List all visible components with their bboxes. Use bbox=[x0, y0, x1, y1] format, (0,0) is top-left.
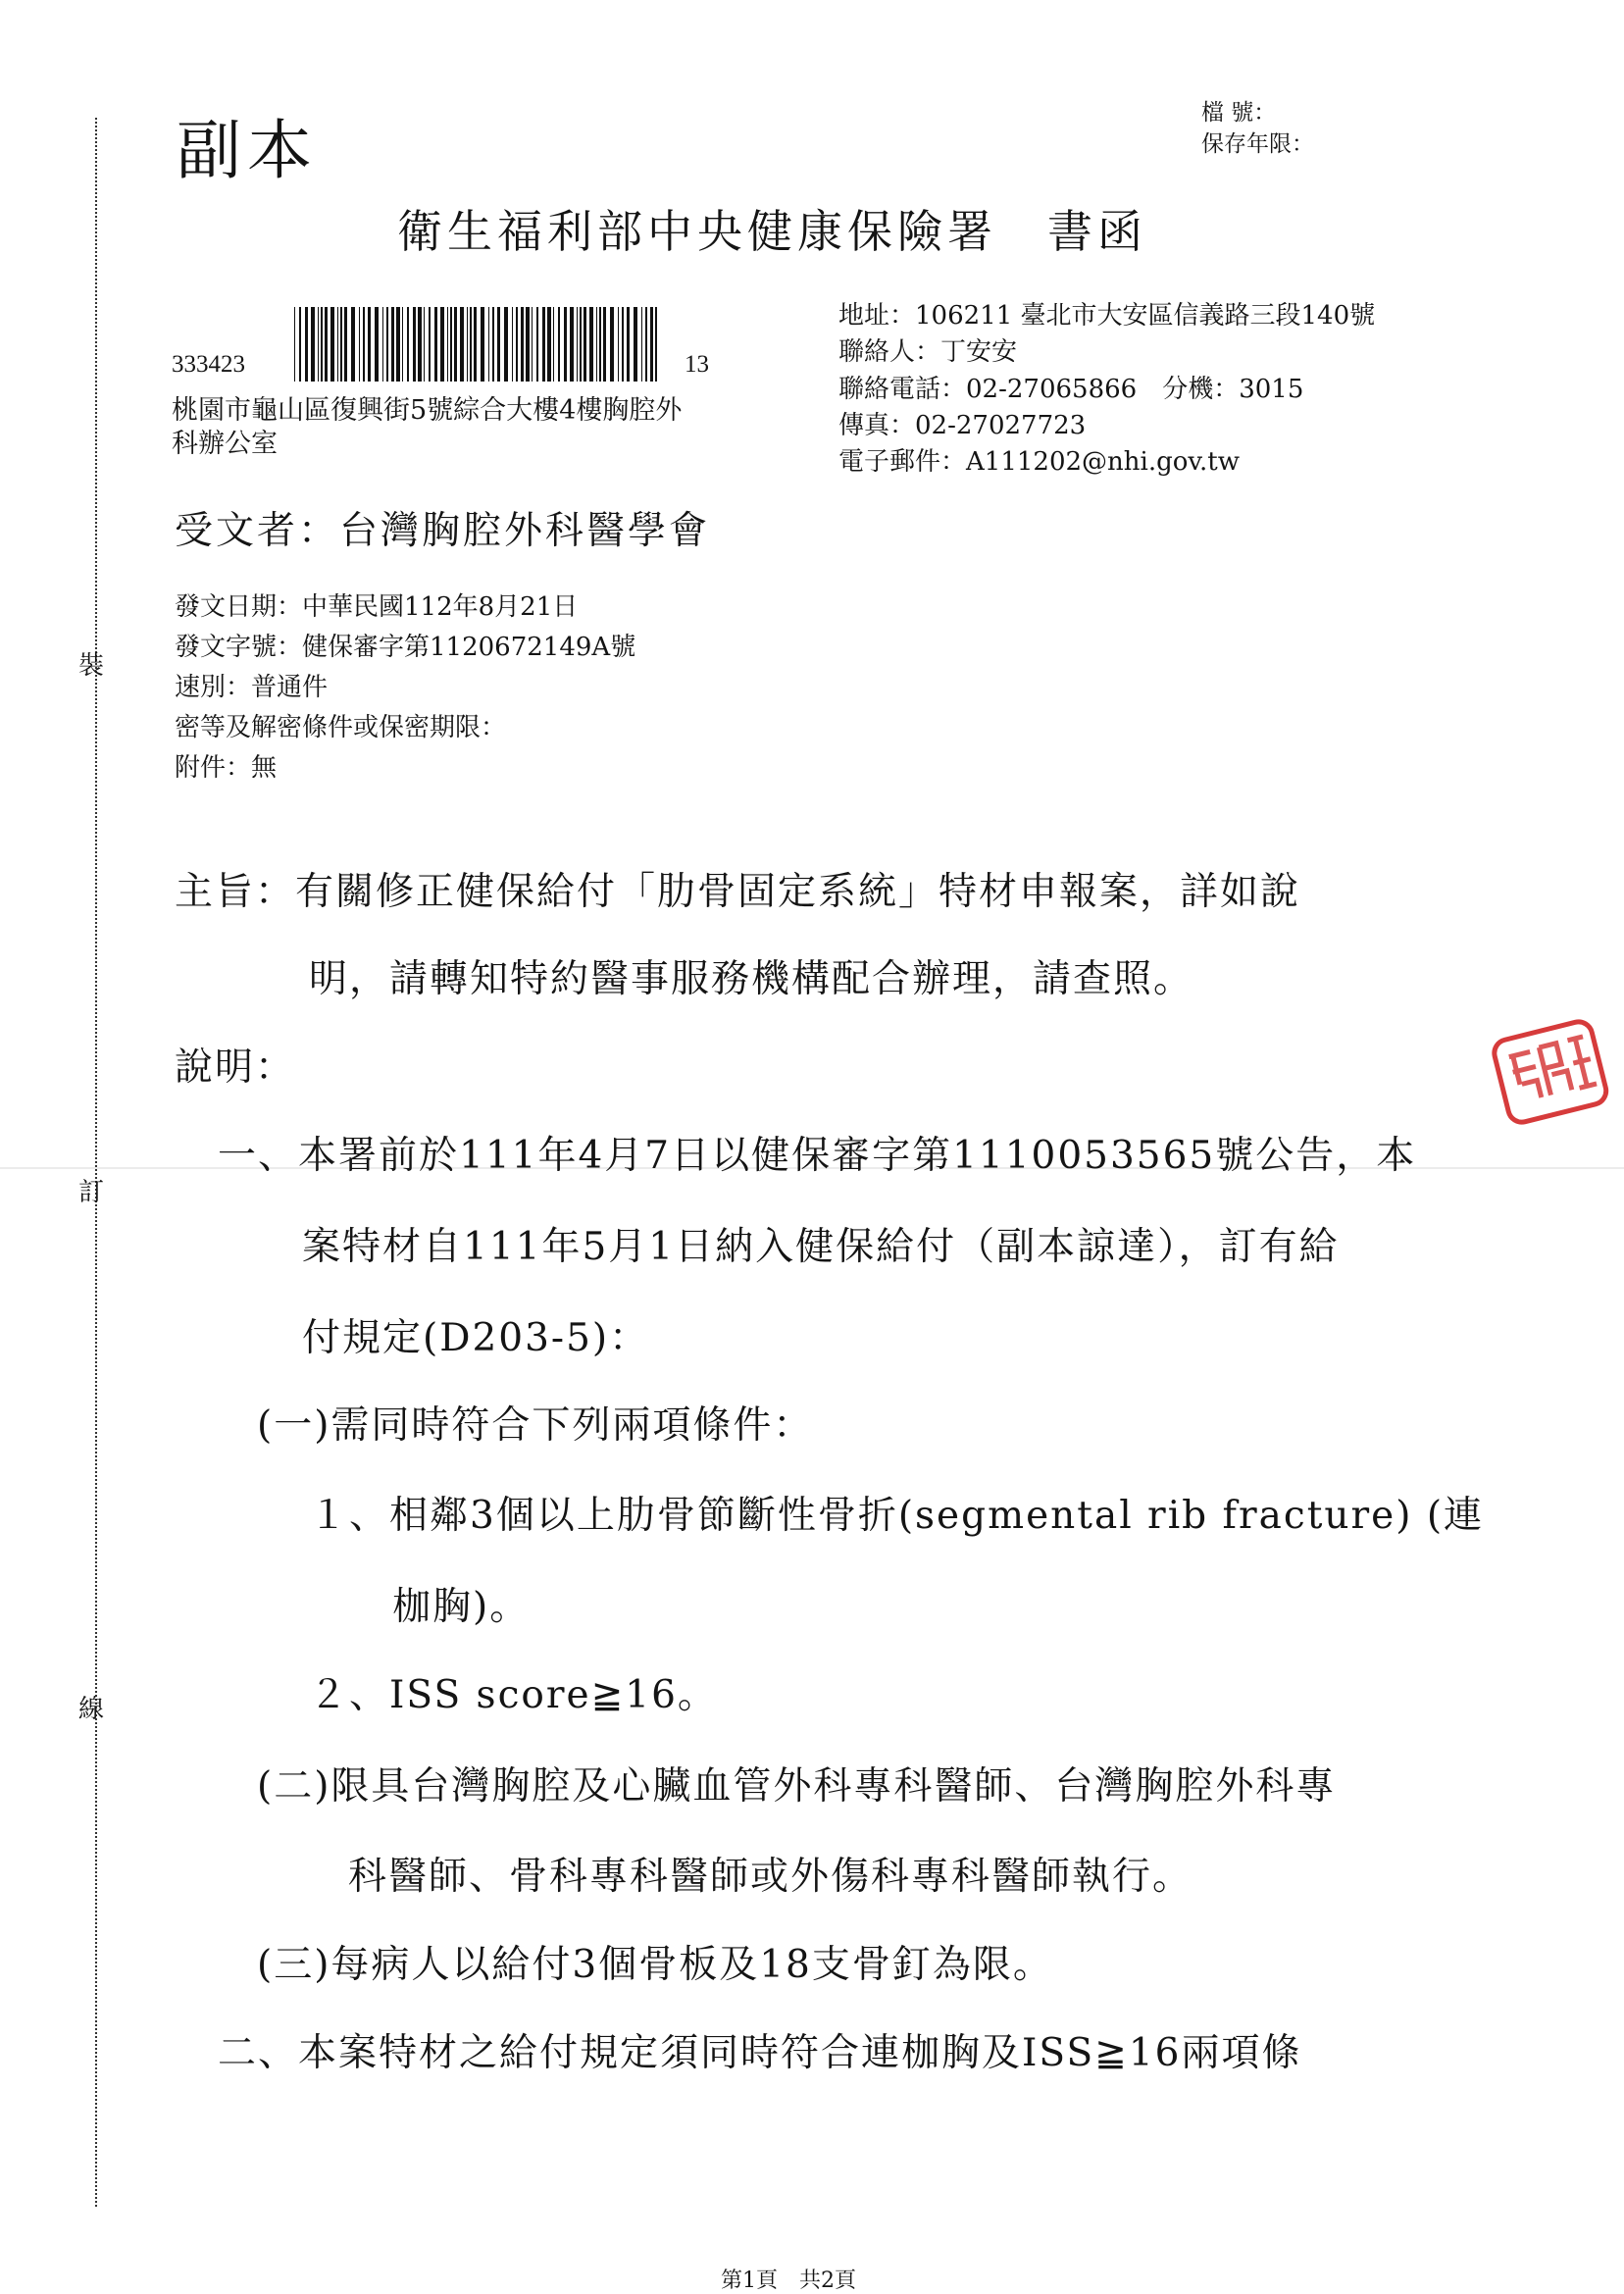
binding-dotted-line bbox=[95, 118, 97, 2207]
sub-item-2-line-1: (二)限具台灣胸腔及心臟血管外科專科醫師、台灣胸腔外科專 bbox=[257, 1764, 1337, 1809]
sender-address: 地址：106211 臺北市大安區信義路三段140號 bbox=[838, 301, 1376, 331]
item2-line-1: 二、本案特材之給付規定須同時符合連枷胸及ISS≧16兩項條 bbox=[218, 2031, 1302, 2075]
binding-char-zhuang: 裝 bbox=[78, 651, 105, 681]
page-number: 第1頁 共2頁 bbox=[721, 2269, 856, 2293]
barcode-number-right: 13 bbox=[685, 351, 709, 378]
subject-line-1: 主旨：有關修正健保給付「肋骨固定系統」特材申報案，詳如說 bbox=[175, 870, 1301, 914]
document-title: 衛生福利部中央健康保險署 書函 bbox=[397, 205, 1147, 258]
delivery-speed: 速別：普通件 bbox=[175, 673, 329, 702]
barcode bbox=[292, 307, 665, 383]
issue-date: 發文日期：中華民國112年8月21日 bbox=[175, 592, 579, 622]
contact-person: 聯絡人：丁安安 bbox=[838, 337, 1018, 367]
sub-item-1: (一)需同時符合下列兩項條件： bbox=[257, 1403, 814, 1448]
recipient: 受文者：台灣胸腔外科醫學會 bbox=[175, 509, 711, 553]
secrecy-level: 密等及解密條件或保密期限： bbox=[175, 713, 507, 742]
subject-line-2: 明，請轉知特約醫事服務機構配合辦理，請查照。 bbox=[309, 957, 1194, 1001]
condition-2: ２、ISS score≧16。 bbox=[309, 1673, 718, 1717]
receiver-address-line1: 桃園市龜山區復興街5號綜合大樓4樓胸腔外 bbox=[172, 395, 683, 426]
contact-fax: 傳真：02-27027723 bbox=[838, 411, 1087, 440]
issue-number: 發文字號：健保審字第1120672149A號 bbox=[175, 633, 636, 662]
barcode-number-left: 333423 bbox=[172, 351, 245, 378]
sub-item-3: (三)每病人以給付3個骨板及18支骨釘為限。 bbox=[257, 1943, 1053, 1987]
copy-mark: 副本 bbox=[177, 113, 318, 188]
item1-line-3: 付規定(D203-5)： bbox=[302, 1316, 650, 1360]
item1-line-1: 一、本署前於111年4月7日以健保審字第1110053565號公告，本 bbox=[218, 1134, 1417, 1178]
condition-1-line-1: １、相鄰3個以上肋骨節斷性骨折(segmental rib fracture) (連 bbox=[309, 1494, 1485, 1538]
contact-email: 電子郵件：A111202@nhi.gov.tw bbox=[838, 447, 1240, 477]
binding-char-xian: 線 bbox=[78, 1695, 105, 1724]
condition-1-line-2: 枷胸)。 bbox=[392, 1585, 531, 1629]
item1-line-2: 案特材自111年5月1日納入健保給付（副本諒達），訂有給 bbox=[302, 1225, 1340, 1269]
file-number-label: 檔 號： bbox=[1201, 100, 1277, 126]
retention-label: 保存年限： bbox=[1201, 131, 1314, 157]
receiver-address-line2: 科辦公室 bbox=[172, 429, 278, 459]
binding-char-ding: 訂 bbox=[78, 1178, 105, 1207]
explanation-label: 說明： bbox=[175, 1045, 296, 1090]
sub-item-2-line-2: 科醫師、骨科專科醫師或外傷科專科醫師執行。 bbox=[348, 1855, 1193, 1899]
contact-phone: 聯絡電話：02-27065866 分機：3015 bbox=[838, 375, 1304, 404]
official-seal-stamp bbox=[1482, 1007, 1620, 1138]
attachment: 附件：無 bbox=[175, 753, 278, 783]
